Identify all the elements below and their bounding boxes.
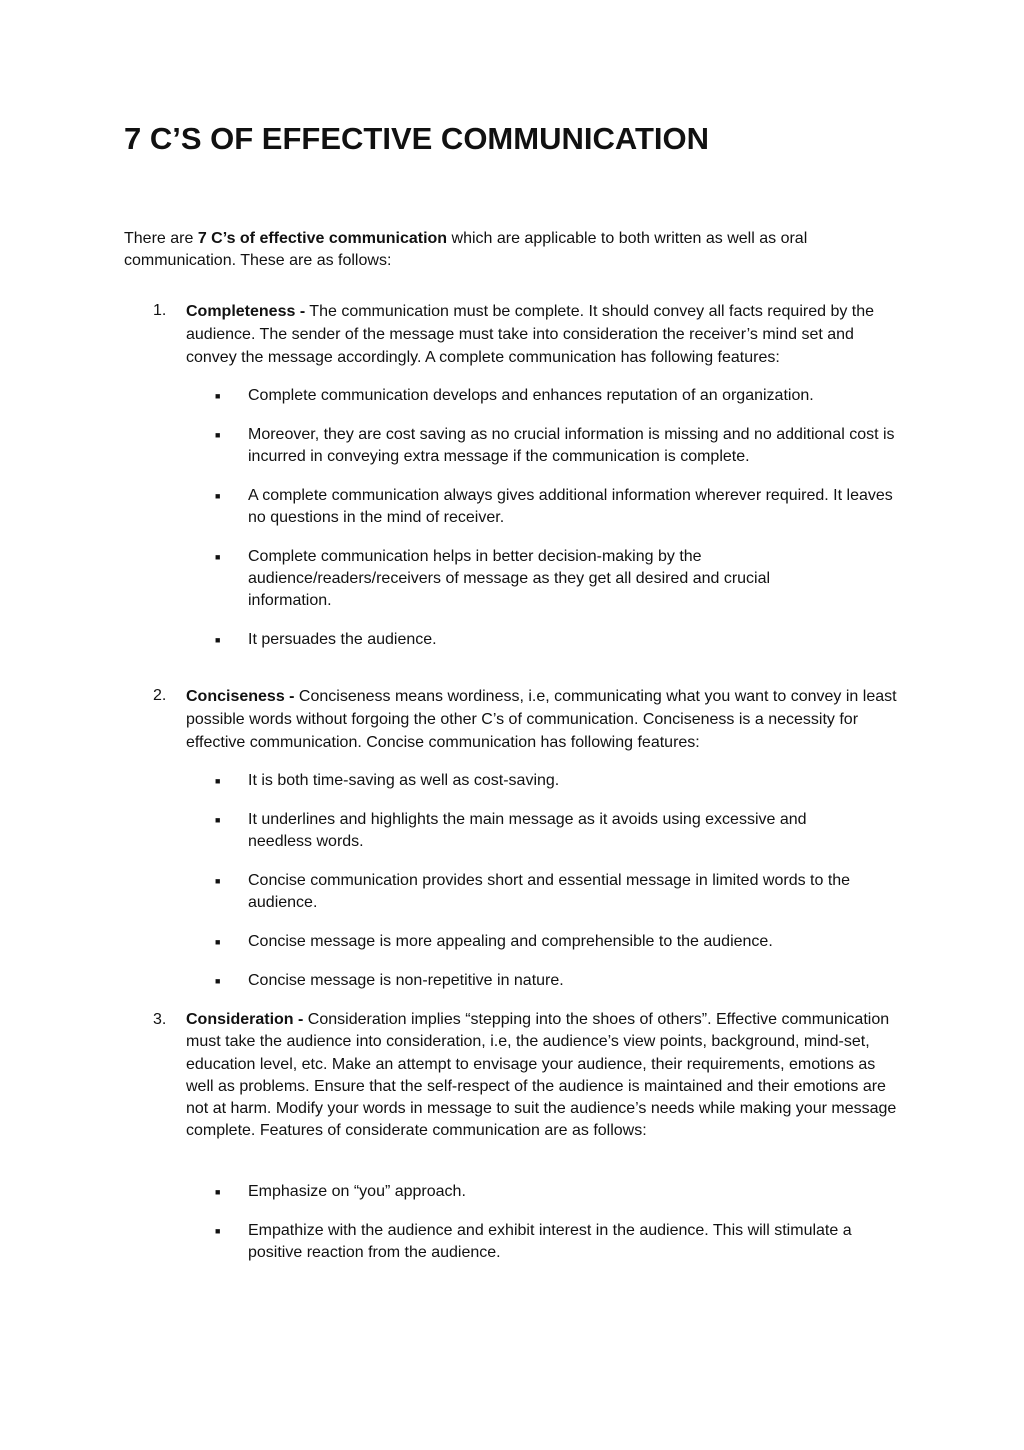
bullet-text: Emphasize on “you” approach. xyxy=(248,1183,466,1200)
bullet-square-icon: ■ xyxy=(215,815,221,825)
bullet-square-icon: ■ xyxy=(215,391,221,401)
list-item-description: The communication must be complete. It should convey all facts required by the audience. The sender of the message must take into consideration the receiver’s mind set and convey the message accordingly. A complete communication has following features: xyxy=(186,303,875,366)
bullet-square-icon: ■ xyxy=(215,552,221,562)
list-item-description: Consideration implies “stepping into the shoes of others”. Effective communication must take the audience into consideration, i.e, the audience’s view points, background, mind-set, education level, etc. Make an attempt to envisage your audience, their requirements, emotions as well as problems. Ensure that the self-respect of the audience is maintained and their emotions are not at harm. Modify your words in message to suit the audience’s needs while making your message complete. Features of considerate communication are as follows: xyxy=(186,1011,897,1140)
bullet-square-icon: ■ xyxy=(215,937,221,947)
bullet-text: Concise message is non-repetitive in nature. xyxy=(248,972,564,989)
list-item-description: Conciseness means wordiness, i.e, communicating what you want to convey in least possible words without forgoing the other C’s of communication. Conciseness is a necessity for effective communication. Concise communication has following features: xyxy=(186,688,897,751)
bullet-square-icon: ■ xyxy=(215,876,221,886)
bullet-text: Concise communication provides short and essential message in limited words to the audience. xyxy=(248,872,851,911)
bullet-text: Complete communication helps in better decision-making by the audience/readers/receivers of message as they get all desired and crucial information. xyxy=(248,548,771,609)
bullet-text: It persuades the audience. xyxy=(248,631,437,648)
bullet-text: Empathize with the audience and exhibit interest in the audience. This will stimulate a positive reaction from the audience. xyxy=(248,1222,852,1261)
bullet-text: It underlines and highlights the main message as it avoids using excessive and needless words. xyxy=(248,811,807,850)
list-item-paragraph xyxy=(186,1009,906,1143)
bullet-square-icon: ■ xyxy=(215,430,221,440)
bullet-square-icon: ■ xyxy=(215,776,221,786)
bullet-text: A complete communication always gives additional information wherever required. It leaves no questions in the mind of receiver. xyxy=(248,487,893,526)
bullet-text: Moreover, they are cost saving as no crucial information is missing and no additional cost is incurred in conveying extra message if the communication is complete. xyxy=(248,426,895,465)
bullet-text: Complete communication develops and enhances reputation of an organization. xyxy=(248,387,814,404)
list-item-paragraph xyxy=(186,300,906,369)
bullet-square-icon: ■ xyxy=(215,1187,221,1197)
page-title: 7 C’S OF EFFECTIVE COMMUNICATION xyxy=(124,121,709,156)
bullet-square-icon: ■ xyxy=(215,635,221,645)
bullet-text: It is both time-saving as well as cost-saving. xyxy=(248,772,560,789)
bullet-square-icon: ■ xyxy=(215,1226,221,1236)
list-item-paragraph xyxy=(186,685,906,754)
list-item-term: Consideration - xyxy=(186,1011,304,1028)
bullet-square-icon: ■ xyxy=(215,491,221,501)
intro-text-start: There are xyxy=(124,230,198,247)
intro-paragraph xyxy=(124,228,884,272)
list-item-term: Conciseness - xyxy=(186,688,295,705)
bullet-square-icon: ■ xyxy=(215,976,221,986)
list-item-number: 3. xyxy=(153,1011,167,1028)
list-item-number: 2. xyxy=(153,687,167,704)
bullet-text: Concise message is more appealing and comprehensible to the audience. xyxy=(248,933,773,950)
list-item-term: Completeness - xyxy=(186,303,306,320)
list-item-number: 1. xyxy=(153,302,167,319)
intro-bold-phrase: 7 C’s of effective communication xyxy=(197,230,448,247)
intro-text-end: which are applicable to both written as well as oral communication. These are as follows: xyxy=(124,230,808,269)
